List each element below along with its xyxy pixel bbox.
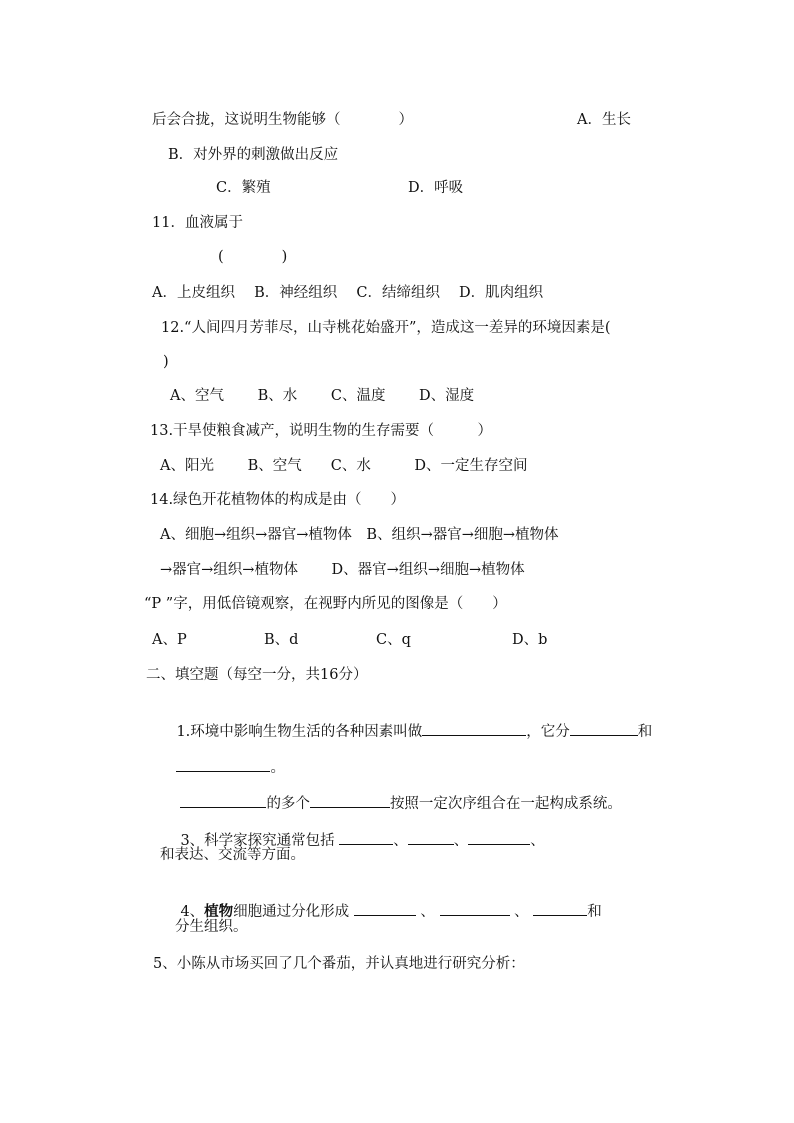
q14-options-cd: →器官→组织→植物体 D、器官→组织→细胞→植物体 bbox=[160, 562, 525, 578]
fill-4-number: 4、 bbox=[180, 904, 205, 920]
fill-4-sep-2: 、 bbox=[514, 904, 529, 920]
q14-stem: 14.绿色开花植物体的构成是由（ ） bbox=[150, 492, 406, 508]
q10-option-c: C．繁殖 bbox=[216, 180, 271, 196]
fill-2-blank-1[interactable] bbox=[180, 793, 266, 808]
q15-option-c: C、q bbox=[376, 632, 411, 648]
q11-answer-paren: ( ) bbox=[218, 249, 288, 265]
section-2-heading: 二、填空题（每空一分，共16分） bbox=[146, 667, 368, 683]
q11-stem: 11．血液属于 bbox=[152, 215, 243, 231]
fill-4-sep-1: 、 bbox=[420, 904, 435, 920]
fill-3-sep-1: 、 bbox=[393, 833, 408, 849]
q11-options: A．上皮组织 B．神经组织 C．结缔组织 D．肌肉组织 bbox=[152, 285, 544, 301]
fill-2-blank-2[interactable] bbox=[310, 793, 390, 808]
fill-4-continued: 分生组织。 bbox=[175, 919, 248, 935]
q10-stem: 后会合拢，这说明生物能够（ ） bbox=[152, 112, 413, 128]
fill-1-blank-2[interactable] bbox=[570, 721, 638, 736]
q12-close-paren: ) bbox=[163, 354, 169, 370]
fill-3-blank-2[interactable] bbox=[408, 830, 454, 845]
fill-3-blank-3[interactable] bbox=[468, 830, 530, 845]
fill-4-text-c: 和 bbox=[587, 904, 602, 920]
q12-stem: 12.“人间四月芳菲尽，山寺桃花始盛开”，造成这一差异的环境因素是( bbox=[161, 320, 611, 336]
q12-options: A、空气 B、水 C、温度 D、湿度 bbox=[170, 388, 475, 404]
fill-3-text-a: 3、科学家探究通常包括 bbox=[180, 833, 335, 849]
fill-3-sep-3: 、 bbox=[530, 833, 545, 849]
fill-1-blank-1[interactable] bbox=[422, 721, 526, 736]
q10-option-d: D．呼吸 bbox=[408, 180, 464, 196]
fill-4-blank-1[interactable] bbox=[354, 901, 416, 916]
q13-options: A、阳光 B、空气 C、水 D、一定生存空间 bbox=[160, 458, 528, 474]
fill-1-end: 。 bbox=[270, 760, 285, 776]
fill-3-sep-2: 、 bbox=[453, 833, 469, 849]
q15-option-d: D、b bbox=[512, 632, 548, 648]
q13-stem: 13.干旱使粮食减产，说明生物的生存需要（ ） bbox=[150, 423, 493, 439]
q14-options-ab: A、细胞→组织→器官→植物体 B、组织→器官→细胞→植物体 bbox=[160, 527, 559, 543]
fill-1-text-c: 和 bbox=[637, 724, 653, 740]
fill-5-stem: 5、小陈从市场买回了几个番茄，并认真地进行研究分析： bbox=[153, 956, 525, 972]
fill-4-blank-3[interactable] bbox=[533, 901, 587, 916]
fill-4-text-a: 细胞通过分化形成 bbox=[233, 904, 350, 920]
fill-2-text-a: 的多个 bbox=[266, 796, 310, 812]
q10-option-a: A．生长 bbox=[577, 112, 631, 128]
fill-4-blank-2[interactable] bbox=[440, 901, 510, 916]
fill-1-text-b: ，它分 bbox=[526, 724, 570, 740]
fill-1-blank-3[interactable] bbox=[176, 757, 270, 772]
q15-stem: “P ”字，用低倍镜观察，在视野内所见的图像是（ ） bbox=[144, 596, 507, 612]
q15-option-b: B、d bbox=[264, 632, 299, 648]
fill-3-blank-1[interactable] bbox=[339, 830, 393, 845]
fill-3-continued: 和表达、交流等方面。 bbox=[160, 847, 305, 863]
fill-2-text-b: 按照一定次序组合在一起构成系统。 bbox=[389, 796, 622, 812]
fill-1-text-a: 1.环境中影响生物生活的各种因素叫做 bbox=[176, 724, 423, 740]
q10-option-b: B．对外界的刺激做出反应 bbox=[168, 147, 339, 163]
fill-4-bold-word: 植物 bbox=[204, 903, 234, 920]
q15-option-a: A、P bbox=[152, 632, 187, 648]
